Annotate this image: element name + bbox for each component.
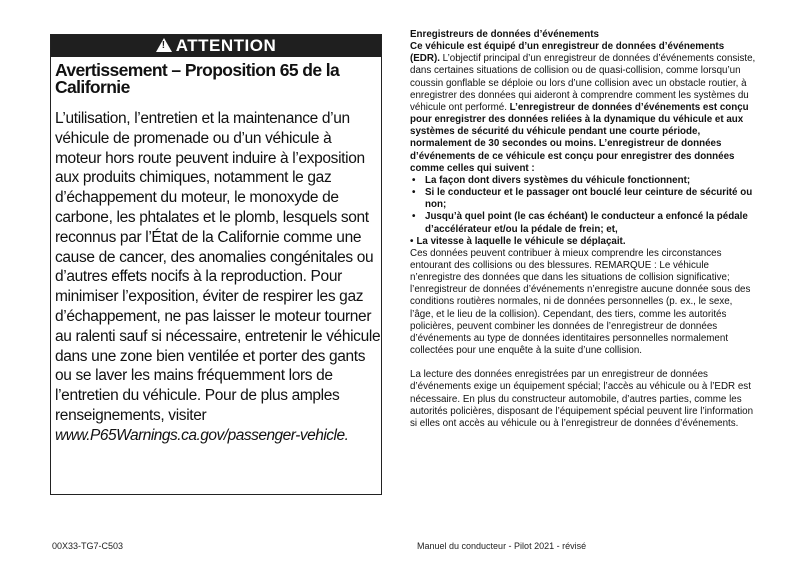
footer-manual-title: Manuel du conducteur - Pilot 2021 - révisé (417, 541, 587, 551)
list-item: • Si le conducteur et le passager ont bouclé leur ceinture de sécurité ou non; (410, 187, 756, 211)
edr-design-bold: L’enregistreur de données d’événements est conçu pour enregistrer des données reliées à la dynamique du véhicule et aux systèmes de sécurité du véhicule pendant une courte période, normalement de 30 secondes ou moins. L’enregistreur de données d’événements de ce véhicule est conçu pour enregistrer des données comme celles qui suivent : (410, 101, 749, 174)
edr-title: Enregistreurs de données d’événements (410, 29, 599, 40)
warning-header (51, 35, 381, 57)
edr-section (410, 29, 756, 430)
edr-paragraph-2: Ces données peuvent contribuer à mieux comprendre les circonstances entourant des collisions ou des blessures. REMARQUE : Le véhicule n’enregistre des données que dans les situations de collision significative; l’enregistreur de données d’événements n’enregistre aucune donnée sous des conditions routières normales, ni de données personnelles (p. ex., le sexe, l’âge, et le lieu de la collision). Cependant, des tiers, comme les autorités policières, peuvent combiner les données de l’enregistreur de données d’événements au type de données identitaires personnelles normalement collectées pour une enquête à la suite d’une collision. (410, 247, 751, 357)
list-item: • La vitesse à laquelle le véhicule se déplaçait. (410, 236, 756, 248)
warning-url: www.P65Warnings.ca.gov/passenger-vehicle. (55, 426, 349, 444)
warning-header-label: ATTENTION (175, 36, 277, 55)
footer-doc-code: 00X33-TG7-C503 (52, 541, 124, 551)
edr-intro (410, 41, 756, 175)
warning-triangle-icon (156, 38, 172, 52)
edr-bullet-list (410, 175, 756, 248)
paragraph-spacer (410, 357, 756, 369)
edr-intro-bold: Ce véhicule est équipé d’un enregistreur de données d’événements (EDR). (410, 41, 725, 65)
prop65-warning-box (50, 34, 382, 495)
list-item: • La façon dont divers systèmes du véhicule fonctionnent; (410, 175, 756, 187)
warning-title: Avertissement – Proposition 65 de la Californie (55, 60, 340, 97)
edr-paragraph-3: La lecture des données enregistrées par un enregistreur de données d’événements exige un équipement spécial; l’accès au véhicule ou à l’EDR est nécessaire. En plus du constructeur automobile, d’autres parties, comme les autorités policières, disposant de l’équipement spécial peuvent lire l’information si elles ont accès au véhicule ou à l’enregistreur de données d’événements. (410, 369, 754, 429)
warning-body-text: L’utilisation, l’entretien et la maintenance d’un véhicule de promenade ou d’un véhicule à moteur hors route peuvent induire à l’exposition aux produits chimiques, notamment le gaz d’échappement du moteur, le monoxyde de carbone, les phtalates et le plomb, lesquels sont reconnus par l’État de la Californie comme une cause de cancer, des anomalies congénitales ou d’autres effets nocifs à la reproduction. Pour minimiser l’exposition, éviter de respirer les gaz d’échappement, ne pas laisser le moteur tourner au ralenti sauf si nécessaire, entretenir le véhicule dans une zone bien ventilée et porter des gants ou se laver les mains fréquemment lors de l’entretien du véhicule. Pour de plus amples renseignements, visiter (55, 110, 381, 424)
warning-body (55, 109, 381, 446)
edr-intro-text: L’objectif principal d’un enregistreur de données d’événements consiste, dans certaines situations de collision ou de quasi-collision, comme lorsqu’un coussin gonflable se déploie ou lors d’une collision avec un obstacle routier, à enregistrer des données qui aideront à comprendre comment les systèmes du véhicule ont performé. (410, 53, 756, 113)
list-item: • Jusqu’à quel point (le cas échéant) le conducteur a enfoncé la pédale d’accélérateur et/ou la pédale de frein; et, (410, 211, 756, 235)
